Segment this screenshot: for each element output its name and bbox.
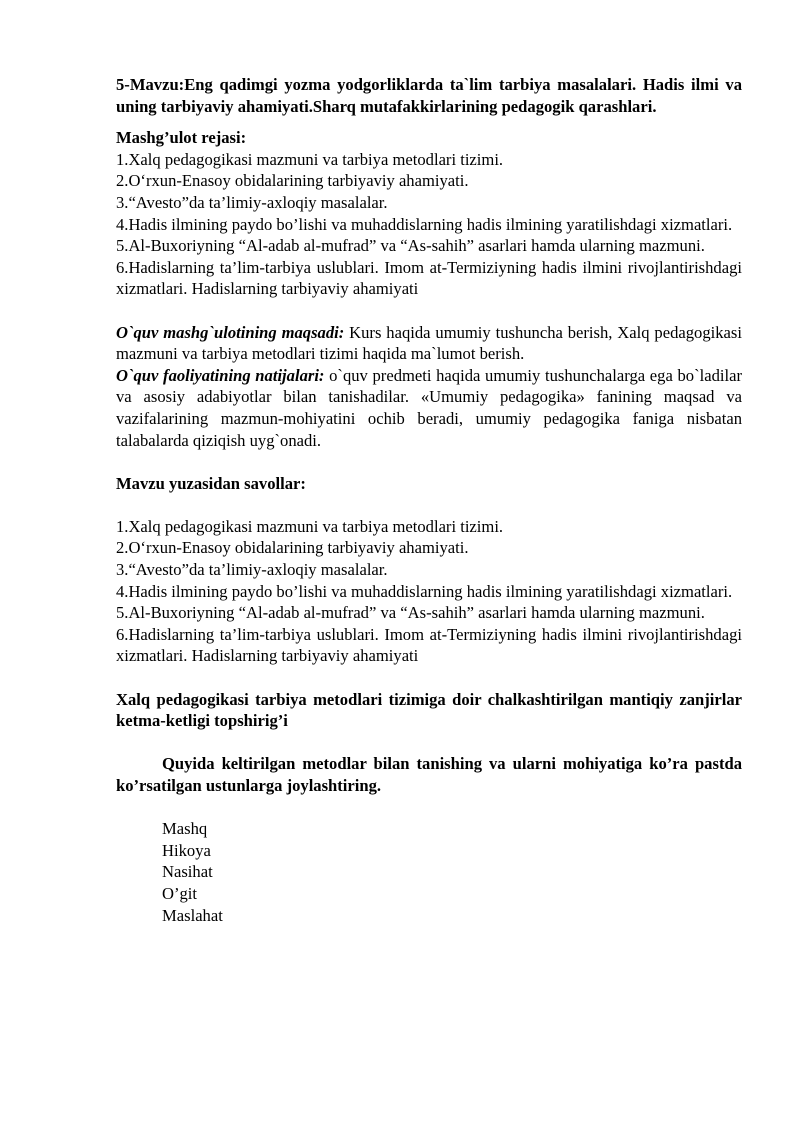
question-item: 5.Al-Buxoriyning “Al-adab al-mufrad” va “As-sahih” asarlari hamda ularning mazmuni. bbox=[116, 603, 705, 623]
goal-paragraph bbox=[116, 322, 742, 365]
spacer bbox=[116, 667, 742, 689]
question-item: 3.“Avesto”da ta’limiy-axloqiy masalalar. bbox=[116, 560, 388, 580]
question-item: 2.O‘rxun-Enasoy obidalarining tarbiyaviy ahamiyati. bbox=[116, 538, 469, 558]
spacer bbox=[116, 732, 742, 754]
question-item: 4.Hadis ilmining paydo bo’lishi va muhaddislarning hadis ilmining yaratilishdagi xizmatlari. bbox=[116, 581, 733, 601]
spacer bbox=[116, 797, 742, 819]
questions-list bbox=[116, 516, 742, 667]
spacer bbox=[116, 494, 742, 516]
goal-text: Kurs haqida umumiy tushuncha berish, Xalq pedagogikasi mazmuni va tarbiya metodlari tizimi haqida ma`lumot berish. bbox=[116, 322, 742, 364]
plan-item: 3.“Avesto”da ta’limiy-axloqiy masalalar. bbox=[116, 192, 388, 212]
task-instruction: Quyida keltirilgan metodlar bilan tanishing va ularni mohiyatiga ko’ra pastda ko’rsatilgan ustunlarga joylashtiring. bbox=[116, 754, 742, 795]
spacer bbox=[116, 300, 742, 322]
plan-list bbox=[116, 149, 742, 300]
plan-item: 4.Hadis ilmining paydo bo’lishi va muhaddislarning hadis ilmining yaratilishdagi xizmatlari. bbox=[116, 214, 733, 234]
goal-label: O`quv mashg`ulotining maqsadi: bbox=[116, 322, 345, 342]
plan-item: 5.Al-Buxoriyning “Al-adab al-mufrad” va “As-sahih” asarlari hamda ularning mazmuni. bbox=[116, 236, 705, 256]
plan-item: 6.Hadislarning ta’lim-tarbiya uslublari. Imom at-Termiziyning hadis ilmini rivojlantirishdagi xizmatlari. Hadislarning tarbiyaviy ahamiyati bbox=[116, 257, 742, 299]
plan-heading: Mashg’ulot rejasi: bbox=[116, 128, 247, 148]
method-item: Mashq bbox=[162, 819, 208, 839]
method-item: Maslahat bbox=[162, 905, 223, 925]
method-item: Nasihat bbox=[162, 862, 213, 882]
question-item: 6.Hadislarning ta’lim-tarbiya uslublari. Imom at-Termiziyning hadis ilmini rivojlantirishdagi xizmatlari. Hadislarning tarbiyaviy ahamiyati bbox=[116, 624, 742, 666]
method-item: Hikoya bbox=[162, 840, 211, 860]
plan-item: 2.O‘rxun-Enasoy obidalarining tarbiyaviy ahamiyati. bbox=[116, 171, 469, 191]
results-label: O`quv faoliyatining natijalari: bbox=[116, 365, 325, 385]
spacer bbox=[116, 451, 742, 473]
plan-item: 1.Xalq pedagogikasi mazmuni va tarbiya metodlari tizimi. bbox=[116, 149, 504, 169]
question-item: 1.Xalq pedagogikasi mazmuni va tarbiya metodlari tizimi. bbox=[116, 516, 504, 536]
results-text: o`quv predmeti haqida umumiy tushunchalarga ega bo`ladilar va asosiy adabiyotlar bilan tanishadilar. «Umumiy pedagogika» fanining maqsad va vazifalarining mazmun-mohiyatini ochib beradi, umumiy pedagogika faniga nisbatan talabalarda qiziqish uyg`onadi. bbox=[116, 365, 742, 450]
results-paragraph bbox=[116, 365, 742, 451]
method-item: O’git bbox=[162, 883, 198, 903]
methods-list bbox=[116, 818, 742, 926]
questions-heading: Mavzu yuzasidan savollar: bbox=[116, 473, 306, 493]
task-heading: Xalq pedagogikasi tarbiya metodlari tizimiga doir chalkashtirilgan mantiqiy zanjirlar ketma-ketligi topshirig’i bbox=[116, 689, 742, 731]
page-title: 5-Mavzu:Eng qadimgi yozma yodgorliklarda ta`lim tarbiya masalalari. Hadis ilmi va uning tarbiyaviy ahamiyati.Sharq mutafakkirlarining pedagogik qarashlari. bbox=[116, 75, 742, 116]
